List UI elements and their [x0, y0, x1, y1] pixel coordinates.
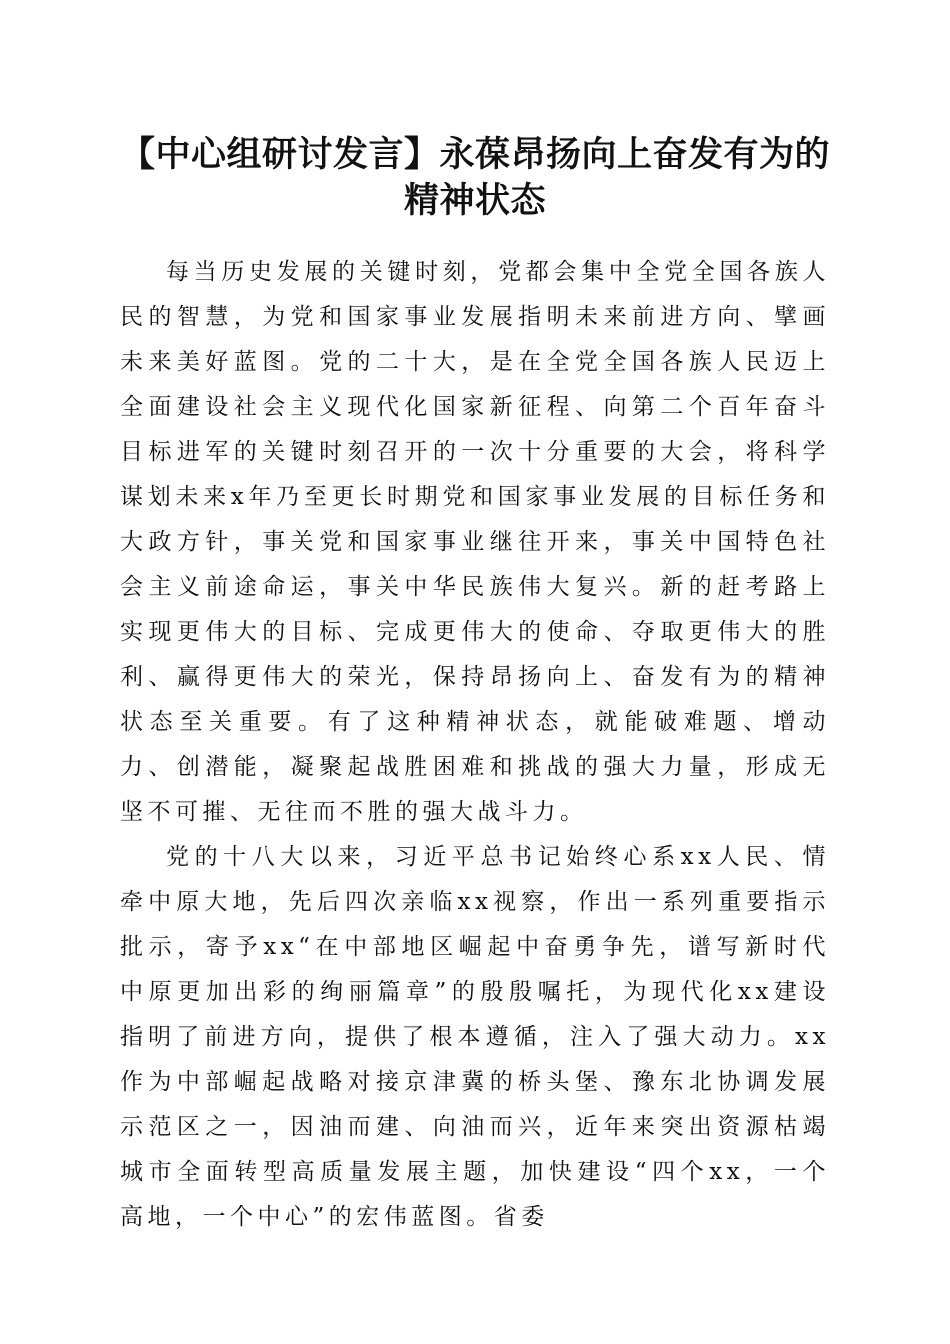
paragraph-1: 每当历史发展的关键时刻，党都会集中全党全国各族人民的智慧，为党和国家事业发展指明未来前进方向、擘画未来美好蓝图。党的二十大，是在全党全国各族人民迈上全面建设社会主义现代化国家新征程、向第二个百年奋斗目标进军的关键时刻召开的一次十分重要的大会，将科学谋划未来x年乃至更长时期党和国家事业发展的目标任务和大政方针，事关党和国家事业继往开来，事关中国特色社会主义前途命运，事关中华民族伟大复兴。新的赶考路上实现更伟大的目标、完成更伟大的使命、夺取更伟大的胜利、赢得更伟大的荣光，保持昂扬向上、奋发有为的精神状态至关重要。有了这种精神状态，就能破难题、增动力、创潜能，凝聚起战胜困难和挑战的强大力量，形成无坚不可摧、无往而不胜的强大战斗力。 — [120, 259, 830, 825]
title-line-2: 精神状态 — [403, 181, 546, 221]
document-body — [120, 250, 830, 1240]
title-line-1: 【中心组研讨发言】永葆昂扬向上奋发有为的 — [119, 135, 830, 175]
document-title — [100, 132, 850, 224]
paragraph-2: 党的十八大以来，习近平总书记始终心系xx人民、情牵中原大地，先后四次亲临xx视察，作出一系列重要指示批示，寄予xx“在中部地区崛起中奋勇争先，谱写新时代中原更加出彩的绚丽篇章”的殷殷嘱托，为现代化xx建设指明了前进方向，提供了根本遵循，注入了强大动力。xx作为中部崛起战略对接京津冀的桥头堡、豫东北协调发展示范区之一，因油而建、向油而兴，近年来突出资源枯竭城市全面转型高质量发展主题，加快建设“四个xx，一个高地，一个中心”的宏伟蓝图。省委 — [120, 844, 830, 1230]
